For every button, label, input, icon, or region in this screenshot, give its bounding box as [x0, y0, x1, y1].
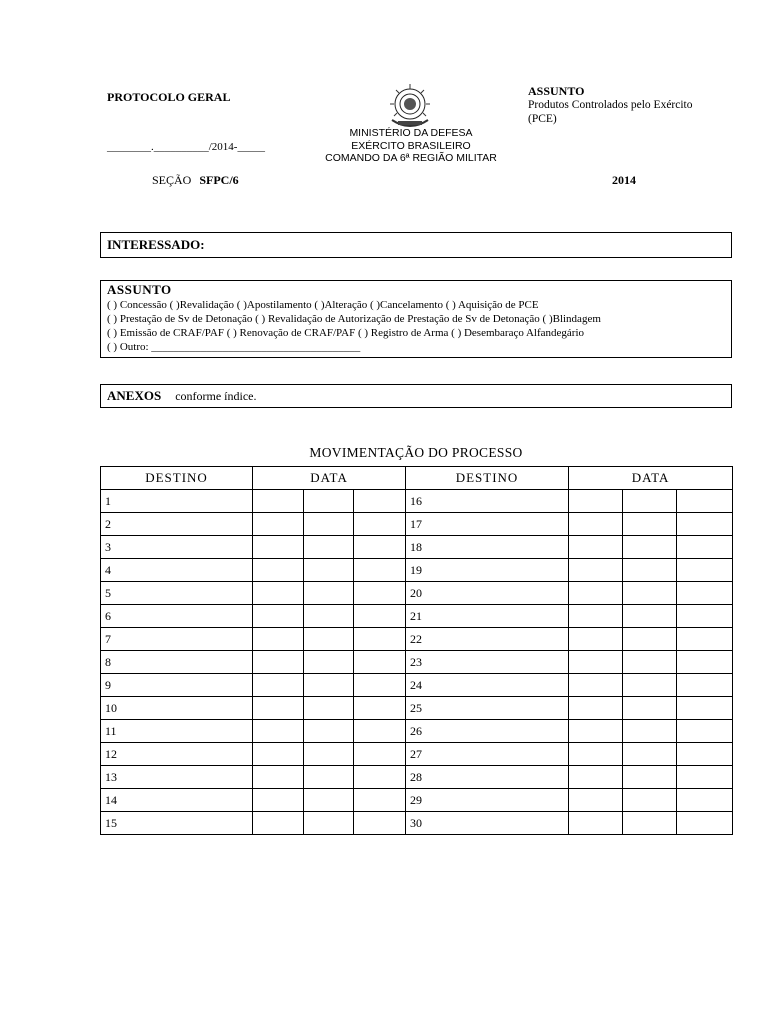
data-day-left-cell[interactable]: [253, 559, 304, 582]
data-year-left-cell[interactable]: [354, 766, 406, 789]
header-assunto-title: ASSUNTO: [528, 84, 585, 98]
table-row: [101, 743, 733, 766]
data-day-left-cell[interactable]: [253, 697, 304, 720]
data-year-right-cell[interactable]: [677, 559, 733, 582]
data-year-right-cell[interactable]: [677, 582, 733, 605]
data-year-left-cell[interactable]: [354, 559, 406, 582]
data-month-left-cell[interactable]: [304, 536, 354, 559]
data-month-left-cell[interactable]: [304, 812, 354, 835]
data-day-right-cell[interactable]: [569, 582, 623, 605]
data-year-left-cell[interactable]: [354, 490, 406, 513]
header-assunto-line2: (PCE): [528, 113, 557, 125]
data-month-right-cell[interactable]: [623, 605, 677, 628]
data-month-right-cell[interactable]: [623, 743, 677, 766]
destino-left-cell[interactable]: 5: [101, 582, 253, 605]
data-year-left-cell[interactable]: [354, 605, 406, 628]
data-day-right-cell[interactable]: [569, 559, 623, 582]
data-day-left-cell[interactable]: [253, 605, 304, 628]
anexos-box: [100, 384, 732, 408]
ministry-block: [300, 127, 522, 165]
coat-of-arms-icon: [384, 82, 436, 130]
destino-left-cell[interactable]: 1: [101, 490, 253, 513]
data-day-left-cell[interactable]: [253, 536, 304, 559]
data-year-left-cell[interactable]: [354, 697, 406, 720]
destino-right-cell[interactable]: 27: [406, 743, 569, 766]
table-row: [101, 766, 733, 789]
data-year-right-cell[interactable]: [677, 697, 733, 720]
data-day-left-cell[interactable]: [253, 720, 304, 743]
data-day-right-cell[interactable]: [569, 812, 623, 835]
data-day-left-cell[interactable]: [253, 743, 304, 766]
destino-right-cell[interactable]: 20: [406, 582, 569, 605]
destino-left-cell[interactable]: 15: [101, 812, 253, 835]
table-row: [101, 628, 733, 651]
data-month-left-cell[interactable]: [304, 559, 354, 582]
table-header-row: [101, 467, 733, 490]
data-day-right-cell[interactable]: [569, 674, 623, 697]
destino-right-cell[interactable]: 24: [406, 674, 569, 697]
data-month-right-cell[interactable]: [623, 651, 677, 674]
header-data-right: DATA: [569, 467, 733, 490]
protocolo-title: PROTOCOLO GERAL: [107, 90, 231, 104]
data-month-left-cell[interactable]: [304, 674, 354, 697]
destino-left-cell[interactable]: 8: [101, 651, 253, 674]
data-month-left-cell[interactable]: [304, 720, 354, 743]
secao-label: SEÇÃO: [152, 173, 192, 187]
data-month-right-cell[interactable]: [623, 766, 677, 789]
data-month-left-cell[interactable]: [304, 490, 354, 513]
data-day-left-cell[interactable]: [253, 490, 304, 513]
secao-field: [152, 173, 239, 188]
data-day-left-cell[interactable]: [253, 812, 304, 835]
year: 2014: [612, 173, 636, 187]
data-year-left-cell[interactable]: [354, 513, 406, 536]
data-year-right-cell[interactable]: [677, 605, 733, 628]
table-row: [101, 582, 733, 605]
movimentacao-table: [100, 466, 733, 835]
header-destino-left: DESTINO: [101, 467, 253, 490]
data-day-left-cell[interactable]: [253, 651, 304, 674]
data-month-right-cell[interactable]: [623, 582, 677, 605]
data-year-left-cell[interactable]: [354, 674, 406, 697]
destino-left-cell[interactable]: 12: [101, 743, 253, 766]
data-year-left-cell[interactable]: [354, 628, 406, 651]
table-row: [101, 536, 733, 559]
data-year-right-cell[interactable]: [677, 812, 733, 835]
destino-right-cell[interactable]: 25: [406, 697, 569, 720]
data-month-right-cell[interactable]: [623, 536, 677, 559]
data-year-left-cell[interactable]: [354, 536, 406, 559]
data-year-right-cell[interactable]: [677, 674, 733, 697]
assunto-box-title: ASSUNTO: [107, 282, 172, 297]
data-day-left-cell[interactable]: [253, 766, 304, 789]
destino-left-cell[interactable]: 14: [101, 789, 253, 812]
destino-left-cell[interactable]: 7: [101, 628, 253, 651]
interessado-box[interactable]: [100, 232, 732, 258]
data-month-left-cell[interactable]: [304, 697, 354, 720]
data-day-left-cell[interactable]: [253, 789, 304, 812]
movimentacao-title: MOVIMENTAÇÃO DO PROCESSO: [309, 445, 523, 460]
assunto-options-line1[interactable]: ( ) Concessão ( )Revalidação ( )Apostilamento ( )Alteração ( )Cancelamento ( ) Aquisição de PCE: [107, 299, 539, 311]
data-day-left-cell[interactable]: [253, 628, 304, 651]
header-assunto-line1: Produtos Controlados pelo Exército: [528, 99, 693, 111]
data-day-right-cell[interactable]: [569, 789, 623, 812]
secao-value: SFPC/6: [199, 173, 239, 187]
header-data-left: DATA: [253, 467, 406, 490]
data-year-right-cell[interactable]: [677, 536, 733, 559]
data-day-right-cell[interactable]: [569, 697, 623, 720]
data-day-right-cell[interactable]: [569, 766, 623, 789]
data-month-left-cell[interactable]: [304, 766, 354, 789]
assunto-options-line2[interactable]: ( ) Prestação de Sv de Detonação ( ) Revalidação de Autorização de Prestação de Sv de Detonação ( )Blindagem: [107, 313, 601, 325]
data-month-right-cell[interactable]: [623, 720, 677, 743]
data-year-right-cell[interactable]: [677, 743, 733, 766]
data-year-right-cell[interactable]: [677, 628, 733, 651]
data-year-right-cell[interactable]: [677, 490, 733, 513]
data-month-right-cell[interactable]: [623, 628, 677, 651]
data-day-right-cell[interactable]: [569, 536, 623, 559]
destino-right-cell[interactable]: 22: [406, 628, 569, 651]
data-day-right-cell[interactable]: [569, 628, 623, 651]
table-row: [101, 789, 733, 812]
destino-right-cell[interactable]: 28: [406, 766, 569, 789]
data-year-right-cell[interactable]: [677, 513, 733, 536]
table-row: [101, 812, 733, 835]
data-month-left-cell[interactable]: [304, 743, 354, 766]
anexos-label: ANEXOS: [107, 388, 162, 403]
table-row: [101, 697, 733, 720]
data-month-left-cell[interactable]: [304, 582, 354, 605]
data-month-left-cell[interactable]: [304, 789, 354, 812]
destino-left-cell[interactable]: 4: [101, 559, 253, 582]
table-row: [101, 559, 733, 582]
data-day-right-cell[interactable]: [569, 513, 623, 536]
data-month-right-cell[interactable]: [623, 812, 677, 835]
data-month-right-cell[interactable]: [623, 697, 677, 720]
assunto-options-line4[interactable]: ( ) Outro: ______________________________________: [107, 341, 361, 353]
destino-left-cell[interactable]: 6: [101, 605, 253, 628]
data-year-right-cell[interactable]: [677, 766, 733, 789]
data-day-right-cell[interactable]: [569, 490, 623, 513]
header-destino-right: DESTINO: [406, 467, 569, 490]
data-year-left-cell[interactable]: [354, 651, 406, 674]
assunto-options-line3[interactable]: ( ) Emissão de CRAF/PAF ( ) Renovação de CRAF/PAF ( ) Registro de Arma ( ) Desembaraço Alfandegário: [107, 327, 585, 339]
table-row: [101, 513, 733, 536]
data-day-left-cell[interactable]: [253, 674, 304, 697]
data-month-left-cell[interactable]: [304, 605, 354, 628]
destino-right-cell[interactable]: 16: [406, 490, 569, 513]
data-month-right-cell[interactable]: [623, 513, 677, 536]
data-month-right-cell[interactable]: [623, 490, 677, 513]
data-year-left-cell[interactable]: [354, 743, 406, 766]
ministry-line3: COMANDO DA 6ª REGIÃO MILITAR: [325, 152, 497, 164]
destino-right-cell[interactable]: 19: [406, 559, 569, 582]
header-assunto: [528, 84, 693, 126]
ministry-line2: EXÉRCITO BRASILEIRO: [351, 139, 471, 152]
destino-left-cell[interactable]: 10: [101, 697, 253, 720]
data-month-left-cell[interactable]: [304, 513, 354, 536]
destino-right-cell[interactable]: 30: [406, 812, 569, 835]
data-day-right-cell[interactable]: [569, 651, 623, 674]
destino-right-cell[interactable]: 18: [406, 536, 569, 559]
data-year-left-cell[interactable]: [354, 789, 406, 812]
ministry-line1: MINISTÉRIO DA DEFESA: [349, 127, 473, 139]
table-row: [101, 651, 733, 674]
table-row: [101, 605, 733, 628]
data-month-right-cell[interactable]: [623, 674, 677, 697]
table-row: [101, 490, 733, 513]
destino-right-cell[interactable]: 21: [406, 605, 569, 628]
protocolo-number: ________.__________/2014-_____: [107, 141, 265, 153]
data-year-right-cell[interactable]: [677, 720, 733, 743]
data-month-right-cell[interactable]: [623, 559, 677, 582]
data-year-right-cell[interactable]: [677, 651, 733, 674]
data-year-left-cell[interactable]: [354, 720, 406, 743]
data-day-right-cell[interactable]: [569, 743, 623, 766]
destino-right-cell[interactable]: 29: [406, 789, 569, 812]
data-day-right-cell[interactable]: [569, 605, 623, 628]
destino-left-cell[interactable]: 9: [101, 674, 253, 697]
data-month-left-cell[interactable]: [304, 628, 354, 651]
destino-right-cell[interactable]: 26: [406, 720, 569, 743]
data-month-left-cell[interactable]: [304, 651, 354, 674]
interessado-label: INTERESSADO:: [107, 237, 205, 252]
table-row: [101, 674, 733, 697]
data-day-right-cell[interactable]: [569, 720, 623, 743]
destino-left-cell[interactable]: 13: [101, 766, 253, 789]
data-year-right-cell[interactable]: [677, 789, 733, 812]
destino-left-cell[interactable]: 11: [101, 720, 253, 743]
data-day-left-cell[interactable]: [253, 513, 304, 536]
table-row: [101, 720, 733, 743]
destino-right-cell[interactable]: 23: [406, 651, 569, 674]
data-day-left-cell[interactable]: [253, 582, 304, 605]
destino-right-cell[interactable]: 17: [406, 513, 569, 536]
data-year-left-cell[interactable]: [354, 582, 406, 605]
destino-left-cell[interactable]: 2: [101, 513, 253, 536]
anexos-value: conforme índice.: [175, 389, 257, 403]
data-year-left-cell[interactable]: [354, 812, 406, 835]
data-month-right-cell[interactable]: [623, 789, 677, 812]
destino-left-cell[interactable]: 3: [101, 536, 253, 559]
assunto-box: [100, 280, 732, 358]
